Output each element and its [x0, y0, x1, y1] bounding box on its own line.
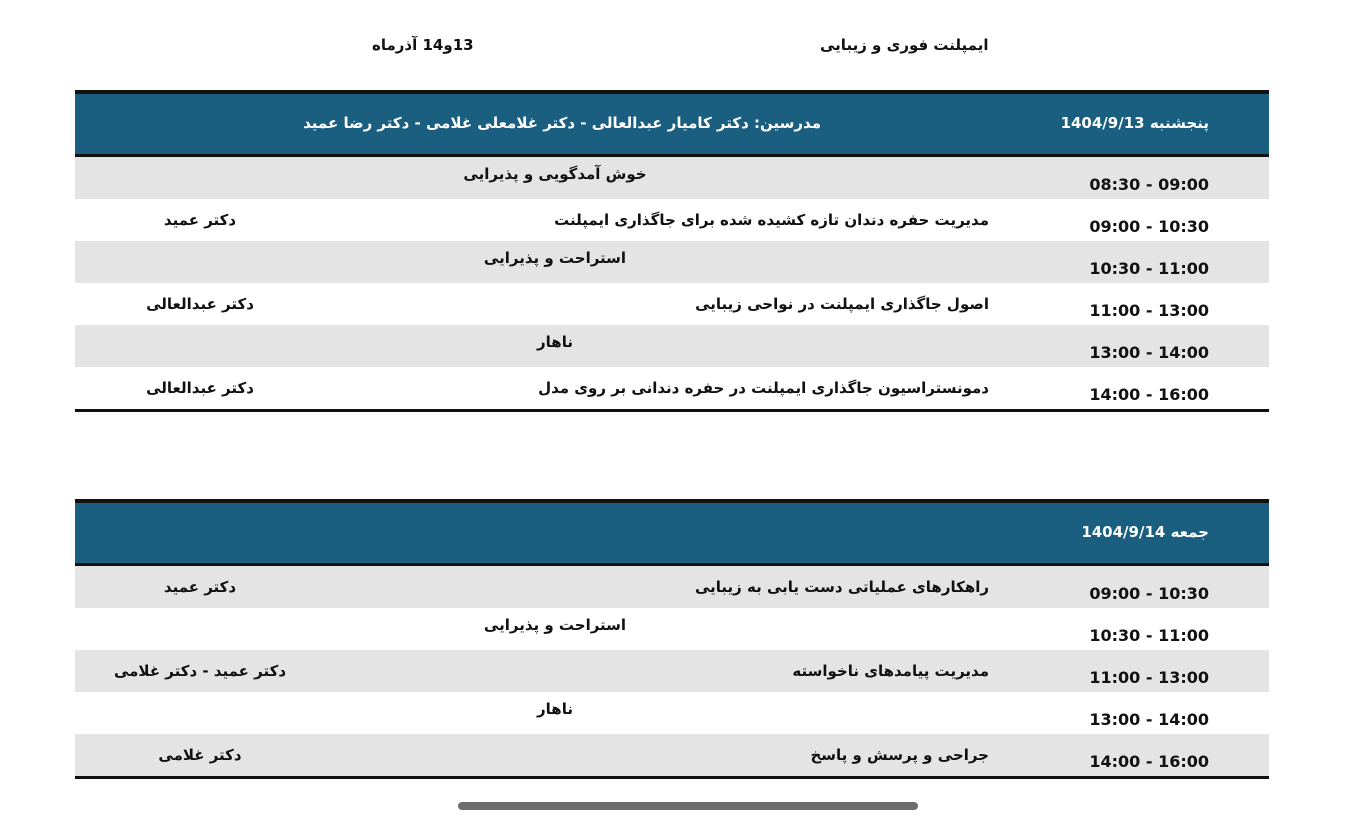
session-speaker: دکتر عمید [163, 578, 237, 596]
day2-rows [75, 566, 1269, 779]
table-row [75, 199, 1269, 241]
day1-header-bar [75, 90, 1269, 157]
session-topic: خوش آمدگویی و پذیرایی [463, 165, 647, 183]
session-topic: ناهار [537, 333, 573, 351]
program-title: ایمپلنت فوری و زیبایی [820, 36, 989, 54]
table-row [75, 608, 1269, 650]
session-topic: مدیریت حفره دندان تازه کشیده شده برای جاگذاری ایمپلنت [554, 211, 989, 229]
session-speaker: دکتر عمید [163, 211, 237, 229]
session-time: 11:00 - 13:00 [1089, 668, 1209, 687]
session-speaker: دکتر عبدالعالی [146, 295, 254, 313]
session-time: 10:30 - 11:00 [1089, 626, 1209, 645]
session-topic: ناهار [537, 700, 573, 718]
day1-rows [75, 157, 1269, 412]
session-topic: استراحت و پذیرایی [483, 249, 627, 267]
day1-date-label: پنجشنبه 1404/9/13 [1060, 114, 1209, 132]
schedule-table-day2 [75, 499, 1269, 779]
session-topic: راهکارهای عملیاتی دست یابی به زیبایی [694, 578, 989, 596]
table-row [75, 566, 1269, 608]
session-time: 08:30 - 09:00 [1089, 175, 1209, 194]
session-topic: استراحت و پذیرایی [483, 616, 627, 634]
session-speaker: دکتر عبدالعالی [146, 379, 254, 397]
session-speaker: دکتر غلامی [158, 746, 242, 764]
table-row [75, 734, 1269, 776]
session-topic: دمونستراسیون جاگذاری ایمپلنت در حفره دندانی بر روی مدل [538, 379, 989, 397]
table-row [75, 241, 1269, 283]
session-time: 10:30 - 11:00 [1089, 259, 1209, 278]
session-topic: جراحی و پرسش و پاسخ [810, 746, 989, 764]
table-row [75, 157, 1269, 199]
session-time: 14:00 - 16:00 [1089, 385, 1209, 404]
session-time: 09:00 - 10:30 [1089, 217, 1209, 236]
session-time: 09:00 - 10:30 [1089, 584, 1209, 603]
table-row [75, 650, 1269, 692]
session-topic: اصول جاگذاری ایمپلنت در نواحی زیبایی [695, 295, 989, 313]
day2-header-bar [75, 499, 1269, 566]
day1-instructors: مدرسین: دکتر کامیار عبدالعالی - دکتر غلامعلی غلامی - دکتر رضا عمید [303, 114, 821, 132]
table-row [75, 692, 1269, 734]
day2-date-label: جمعه 1404/9/14 [1081, 523, 1209, 541]
program-dates: 13و14 آذرماه [372, 36, 474, 54]
session-topic: مدیریت پیامدهای ناخواسته [792, 662, 989, 680]
session-speaker: دکتر عمید - دکتر غلامی [113, 662, 287, 680]
session-time: 13:00 - 14:00 [1089, 343, 1209, 362]
table-row [75, 283, 1269, 325]
schedule-table-day1 [75, 90, 1269, 412]
table-row [75, 367, 1269, 409]
session-time: 14:00 - 16:00 [1089, 752, 1209, 771]
table-row [75, 325, 1269, 367]
home-indicator-bar[interactable] [458, 802, 918, 810]
session-time: 13:00 - 14:00 [1089, 710, 1209, 729]
session-time: 11:00 - 13:00 [1089, 301, 1209, 320]
